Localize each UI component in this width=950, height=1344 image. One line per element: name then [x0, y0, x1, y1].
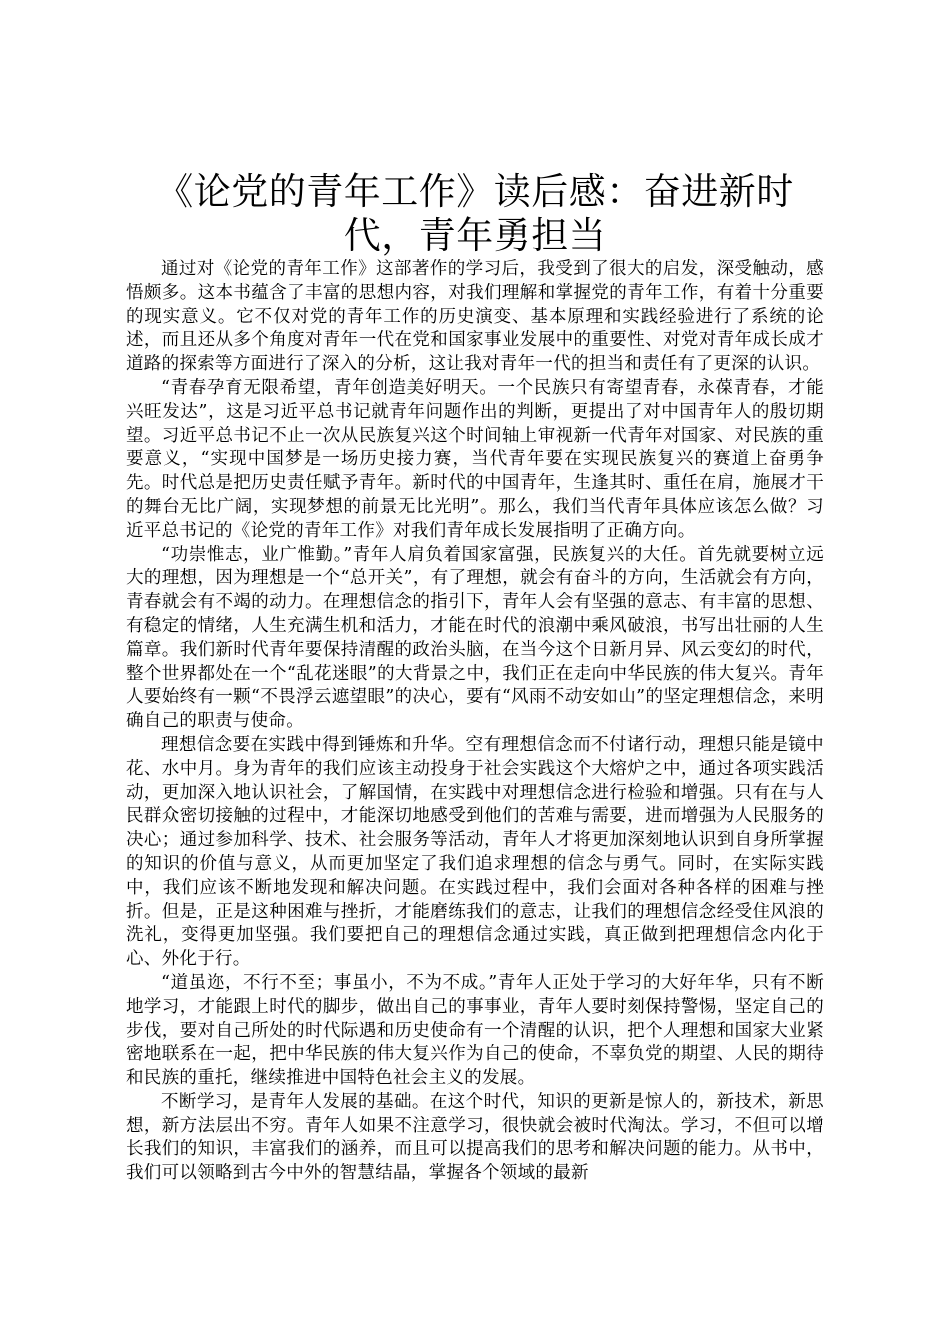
document-title: 《论党的青年工作》读后感：奋进新时代，青年勇担当: [156, 170, 794, 257]
paragraph: “青春孕育无限希望，青年创造美好明天。一个民族只有寄望青春，永葆青春，才能兴旺发达”，这是习近平总书记就青年问题作出的判断，更提出了对中国青年人的殷切期望。习近平总书记不止一次从民族复兴这个时间轴上审视新一代青年对国家、对民族的重要意义，“实现中国梦是一场历史接力赛，当代青年要在实现民族复兴的赛道上奋勇争先。时代总是把历史责任赋予青年。新时代的中国青年，生逢其时、重任在肩，施展才干的舞台无比广阔，实现梦想的前景无比光明”。那么，我们当代青年具体应该怎么做？习近平总书记的《论党的青年工作》对我们青年成长发展指明了正确方向。: [126, 377, 824, 541]
paragraph: 通过对《论党的青年工作》这部著作的学习后，我受到了很大的启发，深受触动，感悟颇多。这本书蕴含了丰富的思想内容，对我们理解和掌握党的青年工作，有着十分重要的现实意义。它不仅对党的青年工作的历史演变、基本原理和实践经验进行了系统的论述，而且还从多个角度对青年一代在党和国家事业发展中的重要性、对党对青年成长成才道路的探索等方面进行了深入的分析，这让我对青年一代的担当和责任有了更深的认识。: [126, 259, 824, 375]
paragraph: 不断学习，是青年人发展的基础。在这个时代，知识的更新是惊人的，新技术，新思想，新方法层出不穷。青年人如果不注意学习，很快就会被时代淘汰。学习，不但可以增长我们的知识，丰富我们的涵养，而且可以提高我们的思考和解决问题的能力。从书中，我们可以领略到古今中外的智慧结晶，掌握各个领域的最新: [126, 1091, 824, 1184]
paragraph: “功崇惟志，业广惟勤。”青年人肩负着国家富强，民族复兴的大任。首先就要树立远大的理想，因为理想是一个“总开关”，有了理想，就会有奋斗的方向，生活就会有方向，青春就会有不竭的动力。在理想信念的指引下，青年人会有坚强的意志、有丰富的思想、有稳定的情绪，人生充满生机和活力，才能在时代的浪潮中乘风破浪，书写出壮丽的人生篇章。我们新时代青年要保持清醒的政治头脑，在当今这个日新月异、风云变幻的时代，整个世界都处在一个“乱花迷眼”的大背景之中，我们正在走向中华民族的伟大复兴。青年人要始终有一颗“不畏浮云遮望眼”的决心，要有“风雨不动安如山”的坚定理想信念，来明确自己的职责与使命。: [126, 544, 824, 732]
document-body: [126, 258, 824, 1186]
paragraph: “道虽迩，不行不至；事虽小，不为不成。”青年人正处于学习的大好年华，只有不断地学习，才能跟上时代的脚步，做出自己的事事业，青年人要时刻保持警惕，坚定自己的步伐，要对自己所处的时代际遇和历史使命有一个清醒的认识，把个人理想和国家大业紧密地联系在一起，把中华民族的伟大复兴作为自己的使命，不辜负党的期望、人民的期待和民族的重托，继续推进中国特色社会主义的发展。: [126, 972, 824, 1089]
paragraph: 理想信念要在实践中得到锤炼和升华。空有理想信念而不付诸行动，理想只能是镜中花、水中月。身为青年的我们应该主动投身于社会实践这个大熔炉之中，通过各项实践活动，更加深入地认识社会，了解国情，在实践中对理想信念进行检验和增强。只有在与人民群众密切接触的过程中，才能深切地感受到他们的苦难与需要，进而增强为人民服务的决心；通过参加科学、技术、社会服务等活动，青年人才将更加深刻地认识到自身所掌握的知识的价值与意义，从而更加坚定了我们追求理想的信念与勇气。同时，在实际实践中，我们应该不断地发现和解决问题。在实践过程中，我们会面对各种各样的困难与挫折。但是，正是这种困难与挫折，才能磨练我们的意志，让我们的理想信念经受住风浪的洗礼，变得更加坚强。我们要把自己的理想信念通过实践，真正做到把理想信念内化于心、外化于行。: [126, 734, 824, 970]
document-page: [126, 170, 824, 1186]
